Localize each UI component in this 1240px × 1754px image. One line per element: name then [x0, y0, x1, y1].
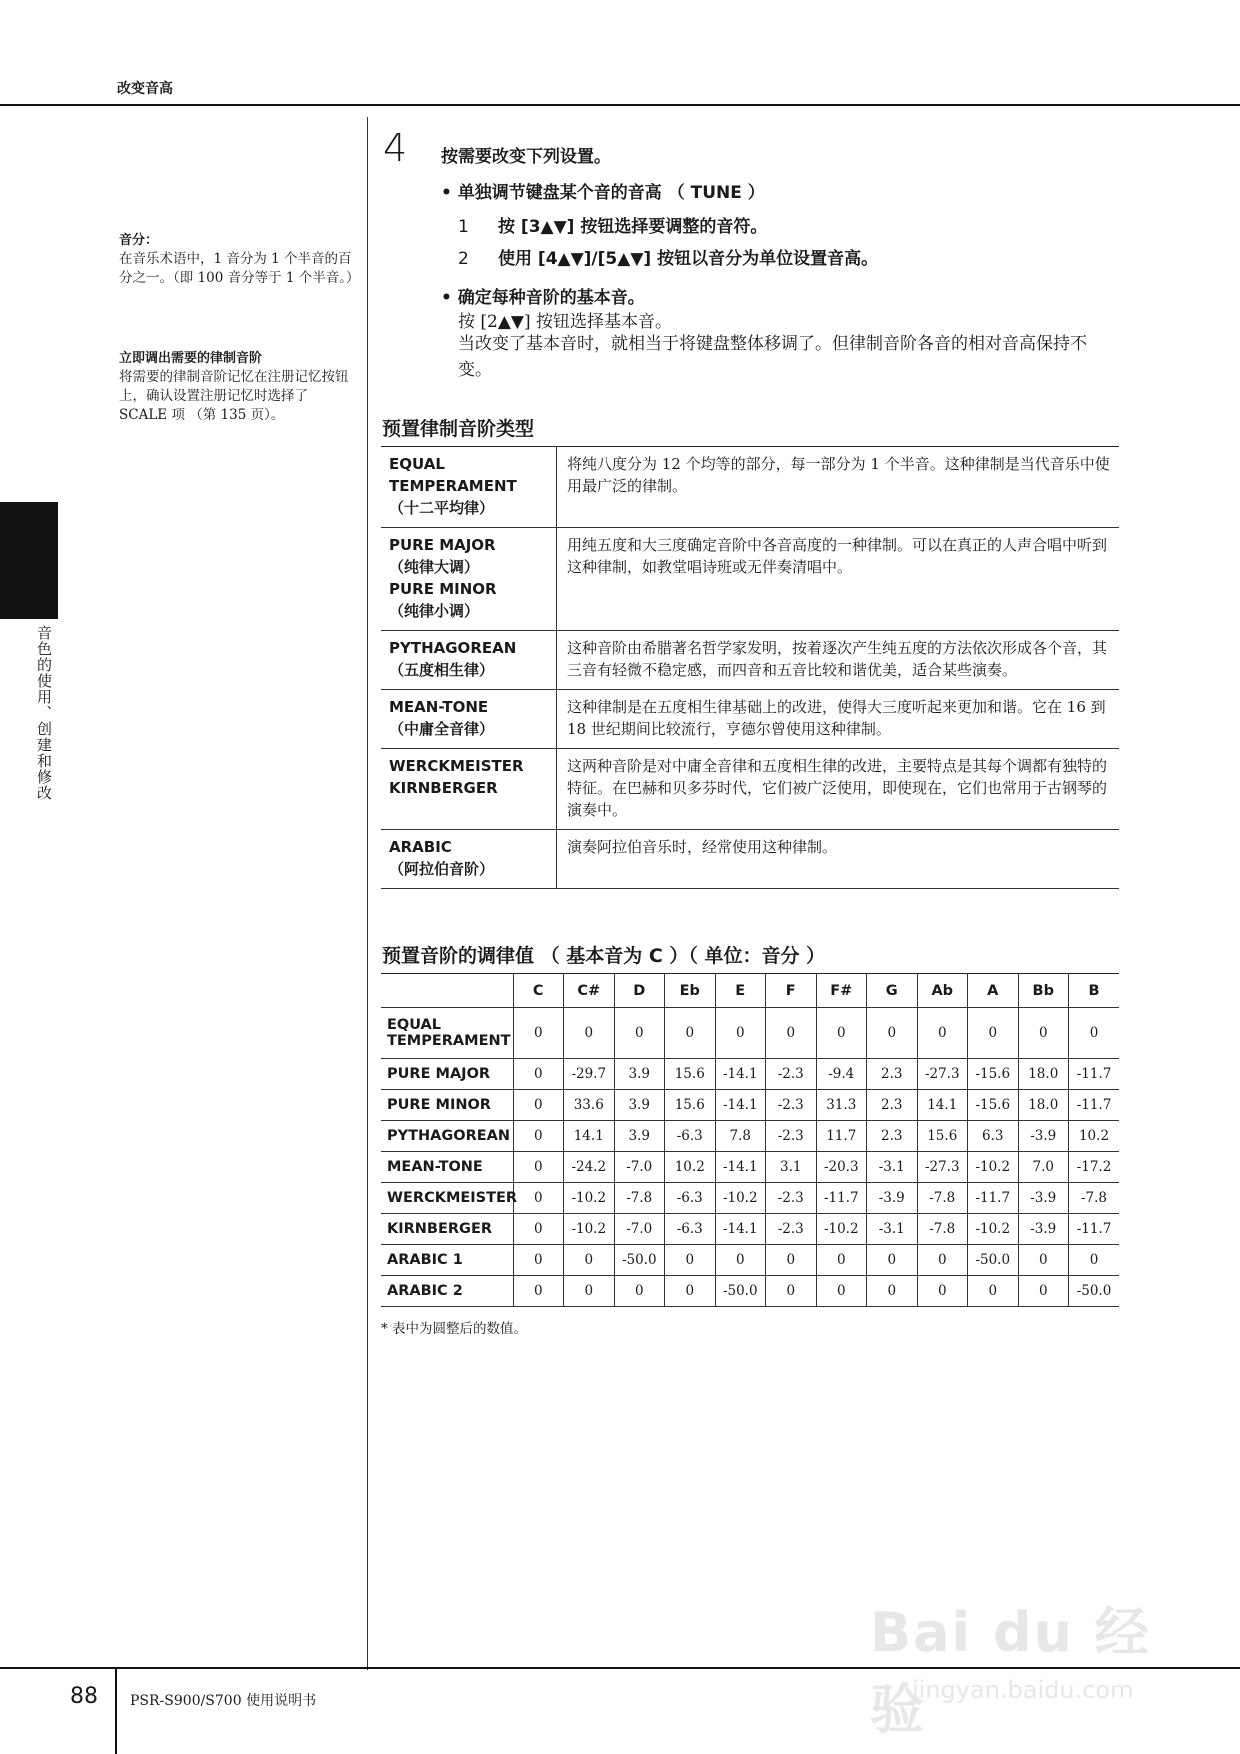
tuning-row-name: PYTHAGOREAN [381, 1121, 513, 1152]
tuning-value: 0 [715, 1245, 766, 1276]
tuning-value: 0 [766, 1245, 817, 1276]
tuning-value: -3.9 [1018, 1121, 1069, 1152]
note-title: 立即调出需要的律制音阶 [119, 351, 263, 366]
tuning-value: 0 [715, 1008, 766, 1059]
temperament-row [381, 749, 1119, 830]
tuning-value: 18.0 [1018, 1090, 1069, 1121]
tuning-value: 11.7 [816, 1121, 867, 1152]
temperament-row [381, 690, 1119, 749]
tuning-value: -3.9 [867, 1183, 918, 1214]
note-column-header: C [513, 974, 564, 1008]
tuning-value: -9.4 [816, 1059, 867, 1090]
tuning-value: 2.3 [867, 1090, 918, 1121]
tuning-value: 10.2 [665, 1152, 716, 1183]
substep-1 [458, 212, 767, 237]
bullet-base-note: • 确定每种音阶的基本音。 [441, 288, 645, 308]
tuning-row [381, 1059, 1119, 1090]
tuning-row [381, 1276, 1119, 1307]
tuning-value: 0 [1018, 1245, 1069, 1276]
tuning-value: 3.9 [614, 1090, 665, 1121]
tuning-row [381, 1183, 1119, 1214]
note-title: 音分： [119, 233, 159, 248]
tuning-value: -11.7 [816, 1183, 867, 1214]
note-column-header: Ab [917, 974, 968, 1008]
temperament-row [381, 528, 1119, 631]
tuning-value: -14.1 [715, 1090, 766, 1121]
tuning-table [381, 973, 1119, 1307]
tuning-value: -7.8 [1069, 1183, 1120, 1214]
tuning-value: -15.6 [968, 1090, 1019, 1121]
tuning-value: -24.2 [564, 1152, 615, 1183]
tuning-row-name: ARABIC 2 [381, 1276, 513, 1307]
tuning-value: 0 [766, 1276, 817, 1307]
tuning-value: -20.3 [816, 1152, 867, 1183]
tuning-value: -6.3 [665, 1183, 716, 1214]
tuning-value: -11.7 [968, 1183, 1019, 1214]
tuning-value: 0 [1069, 1008, 1120, 1059]
temperament-table [381, 446, 1119, 889]
tuning-value: 3.9 [614, 1121, 665, 1152]
chapter-tab [0, 502, 58, 619]
tuning-value: 15.6 [665, 1059, 716, 1090]
note-column-header: E [715, 974, 766, 1008]
tuning-value: 0 [917, 1276, 968, 1307]
tuning-row-name: MEAN-TONE [381, 1152, 513, 1183]
table-footnote: * 表中为圆整后的数值。 [381, 1321, 528, 1337]
tuning-value: 0 [513, 1183, 564, 1214]
page-number: 88 [70, 1684, 98, 1709]
temperament-row [381, 830, 1119, 889]
tuning-value: -7.8 [917, 1214, 968, 1245]
temperament-description: 这两种音阶是对中庸全音律和五度相生律的改进，主要特点是其每个调都有独特的特征。在巴赫和贝多芬时代，它们被广泛使用，即使现在，它们也常用于古钢琴的演奏中。 [557, 749, 1120, 830]
note-column-header: F# [816, 974, 867, 1008]
tuning-value: 0 [665, 1245, 716, 1276]
note-column-header: G [867, 974, 918, 1008]
tuning-value: 2.3 [867, 1121, 918, 1152]
tuning-value: 7.0 [1018, 1152, 1069, 1183]
tuning-value: 33.6 [564, 1090, 615, 1121]
tuning-value: 0 [867, 1276, 918, 1307]
tuning-value: 0 [564, 1276, 615, 1307]
tuning-value: 15.6 [665, 1090, 716, 1121]
temperament-description: 这种音阶由希腊著名哲学家发明，按着逐次产生纯五度的方法依次形成各个音，其三音有轻微不稳定感，而四音和五音比较和谐优美，适合某些演奏。 [557, 631, 1120, 690]
tuning-value: -50.0 [614, 1245, 665, 1276]
section-heading-temperaments: 预置律制音阶类型 [382, 418, 535, 440]
bullet-tune: • 单独调节键盘某个音的音高 （ TUNE ） [441, 183, 765, 203]
chapter-tab-label: 音色的使用、创建和修改 [35, 625, 53, 801]
tuning-value: 0 [665, 1276, 716, 1307]
tuning-value: 0 [1018, 1276, 1069, 1307]
tuning-value: -27.3 [917, 1059, 968, 1090]
tuning-row [381, 1008, 1119, 1059]
temperament-row [381, 631, 1119, 690]
tuning-value: 0 [513, 1245, 564, 1276]
tuning-value: -3.9 [1018, 1214, 1069, 1245]
tuning-value: 0 [513, 1121, 564, 1152]
tuning-value: 14.1 [917, 1090, 968, 1121]
step-number: 4 [383, 126, 408, 170]
tuning-value: 0 [513, 1214, 564, 1245]
tuning-value: -11.7 [1069, 1090, 1120, 1121]
tuning-value: -7.8 [917, 1183, 968, 1214]
tuning-row [381, 1245, 1119, 1276]
watermark-url: jingyan.baidu.com [912, 1676, 1134, 1704]
tuning-value: 0 [766, 1008, 817, 1059]
tuning-value: -50.0 [1069, 1276, 1120, 1307]
tuning-value: 0 [564, 1245, 615, 1276]
tuning-value: -10.2 [564, 1183, 615, 1214]
header-rule [0, 104, 1240, 106]
tuning-row [381, 1152, 1119, 1183]
tuning-value: -3.1 [867, 1152, 918, 1183]
tuning-value: 3.9 [614, 1059, 665, 1090]
column-divider [367, 117, 368, 1670]
note-column-header: A [968, 974, 1019, 1008]
temperament-name: PYTHAGOREAN （五度相生律） [381, 631, 557, 690]
tuning-value: -2.3 [766, 1059, 817, 1090]
tuning-value: 0 [968, 1276, 1019, 1307]
note-column-header: C# [564, 974, 615, 1008]
tuning-value: -14.1 [715, 1214, 766, 1245]
tuning-row-name: PURE MAJOR [381, 1059, 513, 1090]
note-column-header: Bb [1018, 974, 1069, 1008]
tuning-value: 0 [513, 1276, 564, 1307]
tuning-value: 10.2 [1069, 1121, 1120, 1152]
tuning-value: -10.2 [564, 1214, 615, 1245]
tuning-value: 0 [513, 1090, 564, 1121]
tuning-row-name: ARABIC 1 [381, 1245, 513, 1276]
tuning-value: 0 [513, 1008, 564, 1059]
tuning-value: -10.2 [715, 1183, 766, 1214]
tuning-row-name: KIRNBERGER [381, 1214, 513, 1245]
tuning-value: -7.0 [614, 1214, 665, 1245]
watermark [870, 1590, 1170, 1741]
tuning-value: 0 [1018, 1008, 1069, 1059]
tuning-value: 0 [665, 1008, 716, 1059]
tuning-value: 15.6 [917, 1121, 968, 1152]
tuning-value: -17.2 [1069, 1152, 1120, 1183]
tuning-row-name: WERCKMEISTER [381, 1183, 513, 1214]
tuning-value: 0 [816, 1008, 867, 1059]
tuning-row-name: EQUAL TEMPERAMENT [381, 1008, 513, 1059]
substep-2 [458, 244, 878, 269]
substep-text: 使用 [4▲▼]/[5▲▼] 按钮以音分为单位设置音高。 [498, 249, 879, 269]
substep-number: 1 [458, 217, 469, 237]
tuning-value: 0 [1069, 1245, 1120, 1276]
tuning-row-name: PURE MINOR [381, 1090, 513, 1121]
tuning-value: 0 [564, 1008, 615, 1059]
tuning-value: 6.3 [968, 1121, 1019, 1152]
tuning-value: -7.8 [614, 1183, 665, 1214]
tuning-value: 18.0 [1018, 1059, 1069, 1090]
tuning-value: -50.0 [715, 1276, 766, 1307]
tuning-value: -11.7 [1069, 1059, 1120, 1090]
temperament-name: MEAN-TONE （中庸全音律） [381, 690, 557, 749]
tuning-row [381, 1214, 1119, 1245]
step-text: 按需要改变下列设置。 [441, 147, 611, 167]
tuning-value: 14.1 [564, 1121, 615, 1152]
tuning-row [381, 1090, 1119, 1121]
note-body: 将需要的律制音阶记忆在注册记忆按钮上，确认设置注册记忆时选择了 SCALE 项 （第 135 页）。 [119, 369, 349, 423]
sidebar-note-cents [119, 232, 364, 288]
tuning-value: 0 [614, 1276, 665, 1307]
tuning-value: -3.9 [1018, 1183, 1069, 1214]
tuning-row [381, 1121, 1119, 1152]
note-body: 在音乐术语中，1 音分为 1 个半音的百分之一。（即 100 音分等于 1 个半音。） [119, 251, 360, 286]
tuning-value: 0 [867, 1245, 918, 1276]
sidebar-note-registration [119, 350, 364, 425]
tuning-value: -2.3 [766, 1090, 817, 1121]
tuning-value: 7.8 [715, 1121, 766, 1152]
tuning-value: -14.1 [715, 1152, 766, 1183]
tuning-value: -10.2 [816, 1214, 867, 1245]
tuning-value: -6.3 [665, 1121, 716, 1152]
tuning-value: 0 [917, 1245, 968, 1276]
note-column-header: B [1069, 974, 1120, 1008]
tuning-value: -50.0 [968, 1245, 1019, 1276]
tuning-value: -6.3 [665, 1214, 716, 1245]
temperament-row [381, 447, 1119, 528]
tuning-value: -14.1 [715, 1059, 766, 1090]
tuning-value: 0 [614, 1008, 665, 1059]
bullet-base-note-line1: 按 [2▲▼] 按钮选择基本音。 [458, 312, 673, 332]
tuning-value: -2.3 [766, 1121, 817, 1152]
tuning-value: -15.6 [968, 1059, 1019, 1090]
tuning-value: 3.1 [766, 1152, 817, 1183]
substep-number: 2 [458, 249, 469, 269]
tuning-value: 0 [917, 1008, 968, 1059]
tuning-value: -7.0 [614, 1152, 665, 1183]
tuning-value: -3.1 [867, 1214, 918, 1245]
temperament-description: 用纯五度和大三度确定音阶中各音高度的一种律制。可以在真正的人声合唱中听到这种律制，如教堂唱诗班或无伴奏清唱中。 [557, 528, 1120, 631]
tuning-value: 0 [867, 1008, 918, 1059]
temperament-name: WERCKMEISTER KIRNBERGER [381, 749, 557, 830]
section-heading-tuning-values: 预置音阶的调律值 （ 基本音为 C ）（ 单位：音分 ） [382, 945, 826, 967]
watermark-logo: Bai du 经验 [870, 1601, 1151, 1741]
tuning-value: 2.3 [867, 1059, 918, 1090]
tuning-value: 0 [816, 1245, 867, 1276]
header-title: 改变音高 [117, 81, 173, 97]
footer-divider [115, 1667, 117, 1754]
temperament-name: ARABIC （阿拉伯音阶） [381, 830, 557, 889]
temperament-description: 演奏阿拉伯音乐时，经常使用这种律制。 [557, 830, 1120, 889]
temperament-description: 这种律制是在五度相生律基础上的改进，使得大三度听起来更加和谐。它在 16 到 18 世纪期间比较流行，亨德尔曾使用这种律制。 [557, 690, 1120, 749]
note-column-header: F [766, 974, 817, 1008]
substep-text: 按 [3▲▼] 按钮选择要调整的音符。 [498, 217, 768, 237]
tuning-value: 0 [513, 1059, 564, 1090]
temperament-name: EQUAL TEMPERAMENT （十二平均律） [381, 447, 557, 528]
footer-title: PSR-S900/S700 使用说明书 [130, 1693, 317, 1709]
tuning-value: -2.3 [766, 1214, 817, 1245]
tuning-value: -27.3 [917, 1152, 968, 1183]
temperament-name: PURE MAJOR （纯律大调） PURE MINOR （纯律小调） [381, 528, 557, 631]
tuning-value: -10.2 [968, 1152, 1019, 1183]
header-cell-blank [381, 974, 513, 1008]
tuning-value: -10.2 [968, 1214, 1019, 1245]
tuning-value: 31.3 [816, 1090, 867, 1121]
tuning-value: 0 [968, 1008, 1019, 1059]
tuning-value: -2.3 [766, 1183, 817, 1214]
tuning-value: 0 [513, 1152, 564, 1183]
note-column-header: D [614, 974, 665, 1008]
tuning-value: -11.7 [1069, 1214, 1120, 1245]
note-column-header: Eb [665, 974, 716, 1008]
temperament-description: 将纯八度分为 12 个均等的部分，每一部分为 1 个半音。这种律制是当代音乐中使用最广泛的律制。 [557, 447, 1120, 528]
tuning-value: -29.7 [564, 1059, 615, 1090]
bullet-base-note-line2: 当改变了基本音时，就相当于将键盘整体移调了。但律制音阶各音的相对音高保持不变。 [458, 334, 1087, 380]
tuning-value: 0 [816, 1276, 867, 1307]
